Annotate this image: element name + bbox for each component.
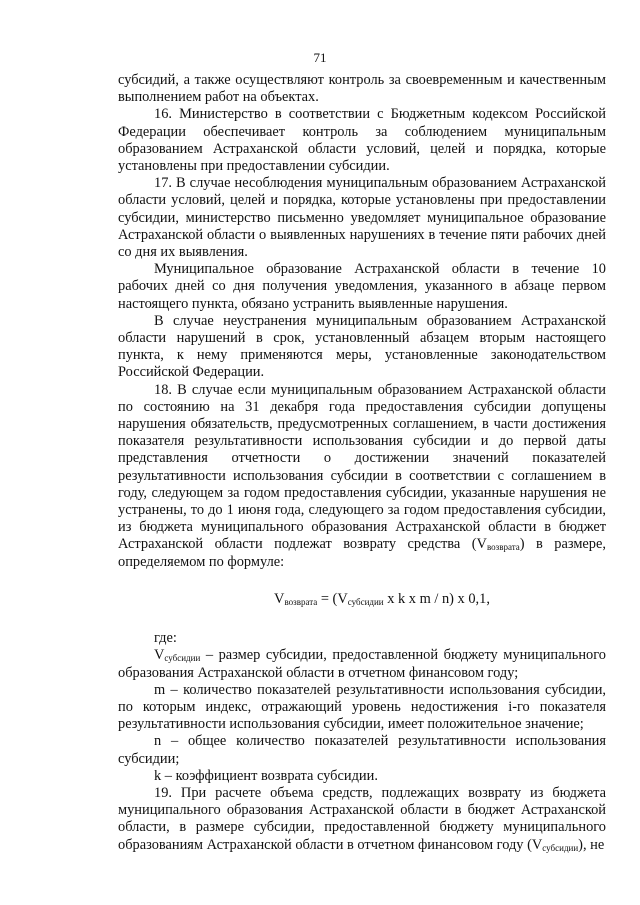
formula-rest: x k x m / n) x 0,1, (383, 590, 490, 607)
def-v-text: – размер субсидии, предоставленной бюджету муниципального образования Астраханской области в отчетном финансовом году; (118, 647, 606, 681)
paragraph-continuation: субсидий, а также осуществляют контроль за своевременным и качественным выполнением работ на объектах. (118, 72, 606, 106)
return-formula (118, 591, 606, 608)
definition-k: k – коэффициент возврата субсидии. (154, 767, 378, 784)
paragraph-17: 17. В случае несоблюдения муниципальным образованием Астраханской области условий, целей и порядка, которые установлены при предоставлении субсидии, министерство письменно уведомляет муниципальное образование Астраханской области о выявленных нарушениях в течение пяти рабочих дней со дня их выявления. (118, 175, 606, 261)
paragraph-19-subscript: субсидии (542, 842, 579, 853)
document-body (118, 72, 606, 854)
formula-subsidy-subscript: субсидии (347, 596, 384, 607)
paragraph-16: 16. Министерство в соответствии с Бюджетным кодексом Российской Федерации обеспечивает контроль за соблюдением муниципальным образованием Астраханской области условий, целей и порядка, которые установлены при предоставлении субсидии. (118, 106, 606, 175)
paragraph-18-subscript: возврата (486, 542, 520, 553)
def-v-subscript: субсидии (164, 653, 201, 664)
formula-eq: = (V (317, 590, 348, 607)
paragraph-19 (118, 785, 606, 854)
paragraph-17-part-2: Муниципальное образование Астраханской области в течение 10 рабочих дней со дня получения уведомления, указанного в абзаце первом настоящего пункта, обязано устранить выявленные нарушения. (118, 261, 606, 312)
formula-v: V (274, 590, 285, 607)
page-number: 71 (313, 50, 327, 65)
def-v: V (154, 647, 165, 664)
paragraph-19-text: 19. При расчете объема средств, подлежащих возврату из бюджета муниципального образования Астраханской области в бюджет Астраханской области, в размере субсидии, предоставленной бюджету муниципального образованиям Астраханской области в отчетном финансовом году (V (118, 784, 606, 853)
paragraph-18 (118, 382, 606, 571)
paragraph-18-end: ) в размере, определяемом по формуле: (118, 536, 606, 570)
paragraph-19-end: ), не (578, 836, 605, 853)
formula-v-subscript: возврата (284, 596, 318, 607)
definition-m: m – количество показателей результативности использования субсидии, по которым индекс, отражающий уровень недостижения i-го показателя результативности использования субсидии, имеет положительное значение; (118, 681, 606, 733)
definitions-intro: где: (154, 630, 177, 647)
paragraph-17-part-3: В случае неустранения муниципальным образованием Астраханской области нарушений в срок, установленный абзацем вторым настоящего пункта, к нему применяются меры, установленные законодательством Российской Федерации. (118, 312, 606, 381)
definition-v-subsidy (118, 647, 606, 681)
definition-n: n – общее количество показателей результативности использования субсидии; (118, 733, 606, 767)
paragraph-18-text: 18. В случае если муниципальным образованием Астраханской области по состоянию на 31 декабря года предоставления субсидии допущены нарушения обязательств, предусмотренных соглашением, в части достижения показателя результативности использования субсидии и до первой даты представления отчетности о достижении значений показателей результативности использования субсидии в соответствии с соглашением в году, следующем за годом предоставления субсидии, указанные нарушения не устранены, то до 1 июня года, следующего за годом предоставления субсидии, из бюджета муниципального образования Астраханской области в бюджет Астраханской области подлежат возврату средства (V (118, 381, 606, 553)
